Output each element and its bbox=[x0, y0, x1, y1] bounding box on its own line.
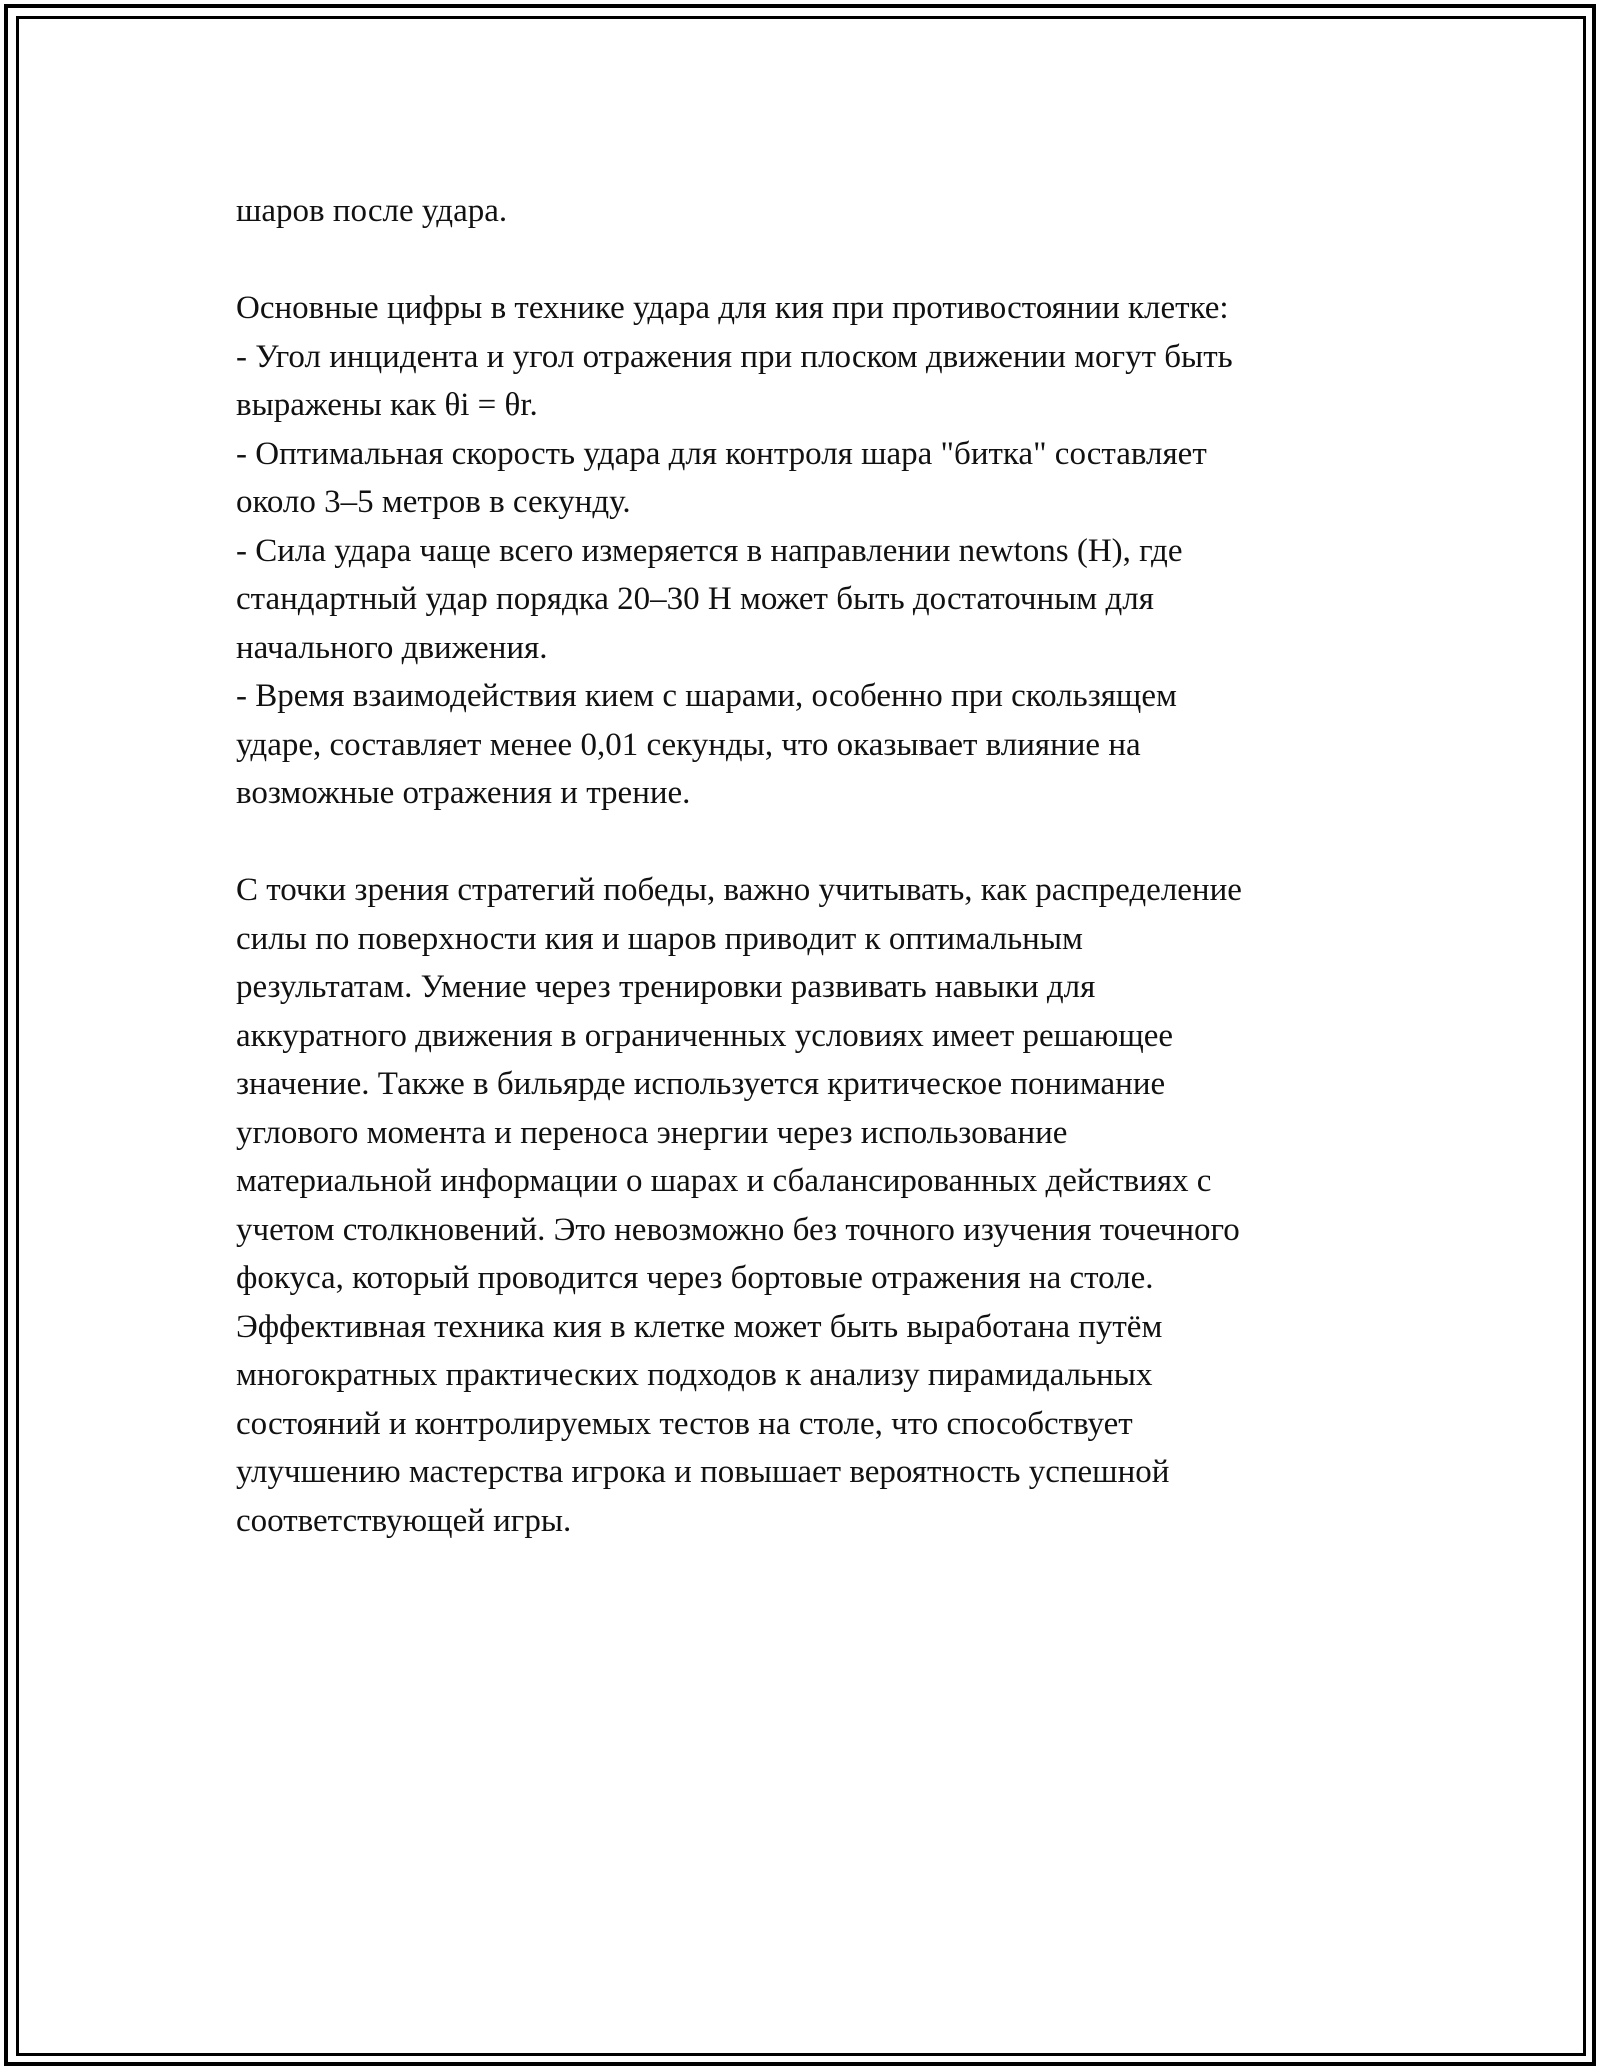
text-line: Основные цифры в технике удара для кия при противостоянии клетке: bbox=[236, 290, 1229, 326]
paragraph-continuation bbox=[236, 187, 1406, 236]
text-line: улучшению мастерства игрока и повышает вероятность успешной bbox=[236, 1454, 1170, 1490]
paragraph-gap bbox=[236, 818, 1406, 867]
text-line: аккуратного движения в ограниченных условиях имеет решающее bbox=[236, 1017, 1174, 1054]
paragraph-strategy bbox=[236, 866, 1406, 1545]
text-line: силы по поверхности кия и шаров приводит к оптимальным bbox=[236, 920, 1083, 957]
paragraph-gap bbox=[236, 236, 1406, 285]
text-line: многократных практических подходов к анализу пирамидальных bbox=[236, 1357, 1153, 1393]
text-line: углового момента и переноса энергии через использование bbox=[236, 1114, 1068, 1151]
text-line: начального движения. bbox=[236, 629, 548, 666]
text-line: возможные отражения и трение. bbox=[236, 775, 691, 811]
text-line: Эффективная техника кия в клетке может быть выработана путём bbox=[236, 1308, 1163, 1345]
text-line: шаров после удара. bbox=[236, 193, 508, 229]
text-line: выражены как θi = θr. bbox=[236, 387, 538, 423]
text-line: значение. Также в бильярде используется критическое понимание bbox=[236, 1066, 1166, 1102]
text-line: результатам. Умение через тренировки развивать навыки для bbox=[236, 969, 1096, 1005]
text-line: - Сила удара чаще всего измеряется в направлении newtons (Н), где bbox=[236, 532, 1183, 569]
document-body bbox=[236, 187, 1406, 1545]
text-line: С точки зрения стратегий победы, важно учитывать, как распределение bbox=[236, 872, 1242, 908]
text-line: фокуса, который проводится через бортовые отражения на столе. bbox=[236, 1260, 1154, 1296]
text-line: около 3–5 метров в секунду. bbox=[236, 484, 631, 520]
text-line: ударе, составляет менее 0,01 секунды, что оказывает влияние на bbox=[236, 726, 1141, 763]
text-line: состояний и контролируемых тестов на столе, что способствует bbox=[236, 1405, 1133, 1442]
text-line: - Оптимальная скорость удара для контроля шара "битка" составляет bbox=[236, 435, 1207, 472]
text-line: стандартный удар порядка 20–30 Н может быть достаточным для bbox=[236, 581, 1154, 617]
text-line: учетом столкновений. Это невозможно без точного изучения точечного bbox=[236, 1211, 1240, 1248]
paragraph-key-figures bbox=[236, 284, 1406, 818]
text-line: соответствующей игры. bbox=[236, 1502, 572, 1539]
text-line: - Угол инцидента и угол отражения при плоском движении могут быть bbox=[236, 338, 1233, 375]
text-line: материальной информации о шарах и сбалансированных действиях с bbox=[236, 1163, 1212, 1199]
text-line: - Время взаимодействия кием с шарами, особенно при скользящем bbox=[236, 678, 1177, 714]
